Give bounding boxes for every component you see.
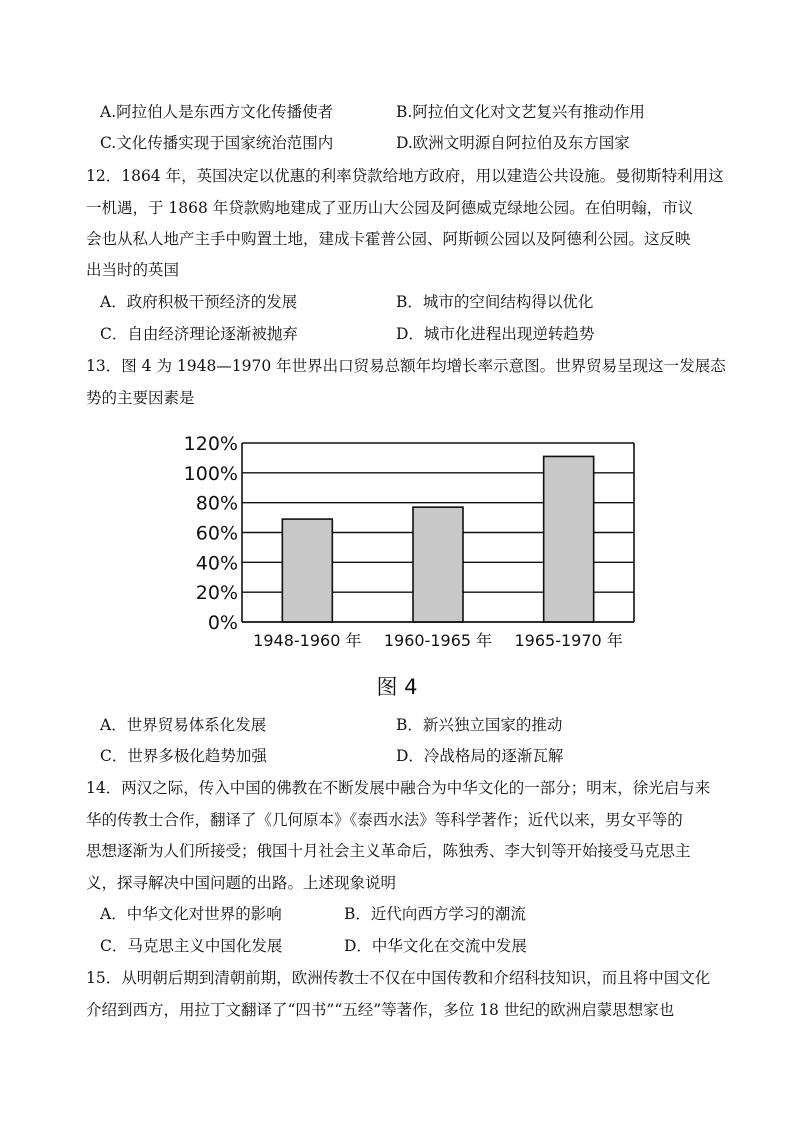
y-tick-label: 60% [195,522,238,545]
q12-stem-line-3: 会也从私人地产主手中购置土地，建成卡霍普公园、阿斯顿公园以及阿德利公园。这反映 [86,230,691,248]
x-tick-label: 1960-1965 年 [383,631,493,650]
q11-option-d[interactable]: D.欧洲文明源自阿拉伯及东方国家 [396,134,630,152]
q13-option-a[interactable]: A．世界贸易体系化发展 [100,716,267,734]
y-tick-label: 120% [183,433,238,455]
figure-caption: 图 4 [376,675,418,699]
q14-option-d[interactable]: D．中华文化在交流中发展 [344,937,527,955]
q12-option-d[interactable]: D．城市化进程出现逆转趋势 [396,325,595,343]
q11-option-a[interactable]: A.阿拉伯人是东西方文化传播使者 [100,103,334,121]
q14-option-b[interactable]: B．近代向西方学习的潮流 [344,905,526,923]
q14-stem-line-2: 华的传教士合作，翻译了《几何原本》《泰西水法》等科学著作；近代以来，男女平等的 [86,811,683,829]
y-tick-label: 20% [195,582,238,605]
q14-stem-line-1: 14．两汉之际，传入中国的佛教在不断发展中融合为中华文化的一部分；明末，徐光启与来 [86,779,711,797]
q13-stem-line-2: 势的主要因素是 [86,389,195,407]
bar [544,456,594,622]
q12-option-c[interactable]: C．自由经济理论逐渐被抛弃 [100,325,298,343]
y-tick-label: 100% [183,462,238,485]
y-tick-label: 80% [195,492,238,515]
y-tick-label: 40% [195,552,238,575]
x-tick-label: 1948-1960 年 [253,631,362,650]
q13-option-d[interactable]: D．冷战格局的逐渐瓦解 [396,747,564,765]
q15-stem-line-1: 15．从明朝后期到清朝前期，欧洲传教士不仅在中国传教和介绍科技知识，而且将中国文化 [86,969,711,987]
q14-option-c[interactable]: C．马克思主义中国化发展 [100,937,283,955]
q12-stem-line-2: 一机遇，于 1868 年贷款购地建成了亚历山大公园及阿德威克绿地公园。在伯明翰，市议 [86,199,694,217]
q14-stem-line-4: 义，探寻解决中国问题的出路。上述现象说明 [86,874,397,892]
bar [413,507,463,622]
q15-stem-line-2: 介绍到西方，用拉丁文翻译了“四书”“五经”等著作，多位 18 世纪的欧洲启蒙思想家也 [86,1001,675,1019]
bar [282,519,332,622]
q12-stem-line-1: 12．1864 年，英国决定以优惠的利率贷款给地方政府，用以建造公共设施。曼彻斯特利用这 [86,167,724,185]
q12-stem-line-4: 出当时的英国 [86,261,180,279]
q12-option-a[interactable]: A．政府积极干预经济的发展 [100,293,298,311]
chart-bars [282,456,593,622]
growth-rate-bar-chart [180,428,650,660]
q11-option-c[interactable]: C.文化传播实现于国家统治范围内 [100,134,334,152]
x-tick-label: 1965-1970 年 [514,631,623,650]
q14-stem-line-3: 思想逐渐为人们所接受；俄国十月社会主义革命后，陈独秀、李大钊等开始接受马克思主 [86,842,691,860]
q13-stem-line-1: 13．图 4 为 1948—1970 年世界出口贸易总额年均增长率示意图。世界贸易呈现这一发展态 [86,357,726,375]
q13-option-b[interactable]: B．新兴独立国家的推动 [396,716,563,734]
y-tick-label: 0% [207,612,238,634]
q14-option-a[interactable]: A．中华文化对世界的影响 [100,905,282,923]
q13-option-c[interactable]: C．世界多极化趋势加强 [100,747,267,765]
q12-option-b[interactable]: B．城市的空间结构得以优化 [396,293,594,311]
q11-option-b[interactable]: B.阿拉伯文化对文艺复兴有推动作用 [396,103,645,121]
